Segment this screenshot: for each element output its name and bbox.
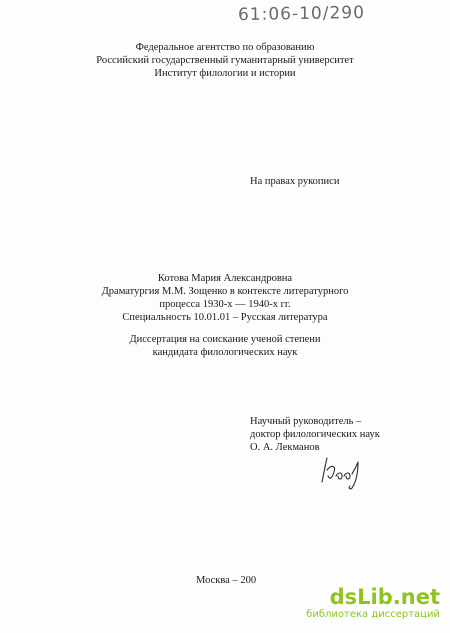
supervisor-degree: доктор филологических наук — [250, 429, 380, 440]
rights-notice: На правах рукописи — [250, 176, 340, 187]
specialty: Специальность 10.01.01 – Русская литература — [122, 312, 328, 323]
title-line-2: процесса 1930-х — 1940-х гг. — [159, 299, 291, 310]
archive-stamp: 61:06-10/290 — [237, 2, 366, 26]
title-line-1: Драматургия М.М. Зощенко в контексте литературного — [101, 286, 349, 297]
header-institute: Институт филологии и истории — [154, 68, 296, 79]
dslib-watermark — [306, 585, 440, 625]
degree-line-2: кандидата филологических наук — [152, 347, 298, 358]
watermark-logo-main: dsLib — [329, 585, 393, 609]
supervisor-name: О. А. Лекманов — [250, 442, 320, 453]
watermark-subtitle: библиотека диссертаций — [306, 609, 440, 620]
watermark-logo — [330, 585, 440, 609]
header-university: Российский государственный гуманитарный университет — [96, 55, 354, 66]
supervisor-signature — [318, 452, 368, 492]
header-agency: Федеральное агентство по образованию — [135, 42, 315, 53]
author-name: Котова Мария Александровна — [157, 273, 293, 284]
watermark-logo-domain: .net — [392, 585, 440, 609]
city-year: Москва – 200 — [196, 575, 257, 586]
supervisor-role: Научный руководитель – — [250, 416, 362, 427]
degree-line-1: Диссертация на соискание ученой степени — [129, 334, 321, 345]
